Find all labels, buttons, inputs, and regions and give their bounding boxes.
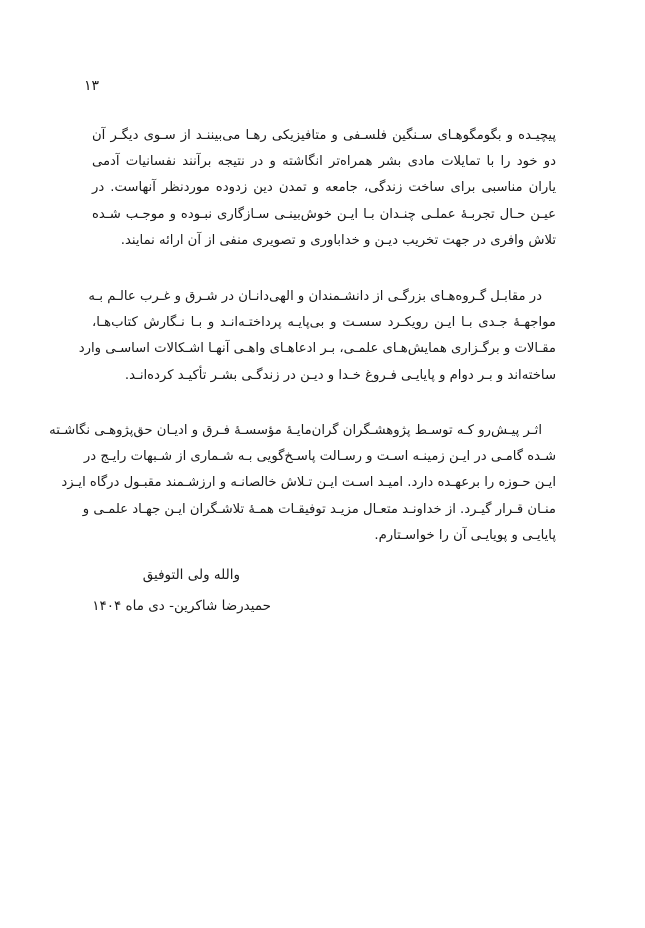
closing-salutation: والله ولی التوفیق [142,567,240,583]
paragraph-3 [49,418,556,549]
paragraph-line: مقـالات و برگـزاری همایش‌هـای علمـی، بـر ادعاهـای واهـی آنهـا اشـکالات اساسـی وارد [78,341,556,357]
paragraph-line: پایایـی و پویایـی آن را خواسـتارم. [374,527,556,543]
paragraph-line: ساخته‌اند و بـر دوام و پایایـی فـروغ خـدا و دیـن در زندگـی بشـر تأکیـد کرده‌انـد. [124,367,556,383]
paragraph-1 [92,123,556,254]
paragraph-line: در مقابـل گـروه‌هـای بزرگـی از دانشـمندان و الهی‌دانـان در شـرق و غـرب عالـم بـه [88,289,542,304]
paragraph-line: پیچیـده و بگومگوهـای سـنگین فلسـفی و متافیزیکی رهـا می‌بیننـد از سـوی دیگـر آن [92,128,556,143]
paragraph-line: اثـر پیـش‌رو کـه توسـط پژوهشـگران گران‌مایـهٔ مؤسسـهٔ فـرق و ادیـان حق‌پژوهـی نگاشـته [49,423,542,438]
paragraph-line: شـده گامـی در ایـن زمینـه اسـت و رسـالت پاسـخ‌گویی بـه شـماری از شـبهات رایـج در [83,449,556,465]
paragraph-line: ایـن حـوزه را برعهـده دارد. امیـد اسـت ایـن تـلاش خالصانـه و ارزشـمند مقبـول درگاه ایـزد [61,475,556,491]
page-number: ۱۳ [84,78,100,94]
paragraph-line: مواجهـهٔ جـدی بـا ایـن رویکـرد سسـت و بی‌پایـه پرداختـه‌انـد و بـا نـگارش کتاب‌هـا، [92,315,556,331]
paragraph-line: تلاش وافری در جهت تخریب دیـن و خداباوری و تصویری منفی از آن ارائه نمایند. [120,232,556,248]
paragraph-line: منـان قـرار گیـرد. از خداونـد متعـال مزیـد توفیقـات همـهٔ تلاشـگران ایـن جهـاد علمـی و [82,501,556,517]
author-signature-line: حمیدرضا شاکرین- دی ماه ۱۴۰۴ [92,598,271,614]
paragraph-line: عیـن حـال تجربـهٔ عملـی چنـدان بـا ایـن خوش‌بینـی سـازگاری نبـوده و موجـب شـده [92,206,556,222]
paragraph-line: یاران مناسبی برای ساخت زندگی، جامعه و تمدن دین زدوده موردنظر آنهاست. در [92,180,556,196]
paragraph-2 [78,284,556,389]
paragraph-line: دو خود را با تمایلات مادی بشر همراه‌تر انگاشته و در نتیجه برآنند نفسانیات آدمی [92,154,556,170]
